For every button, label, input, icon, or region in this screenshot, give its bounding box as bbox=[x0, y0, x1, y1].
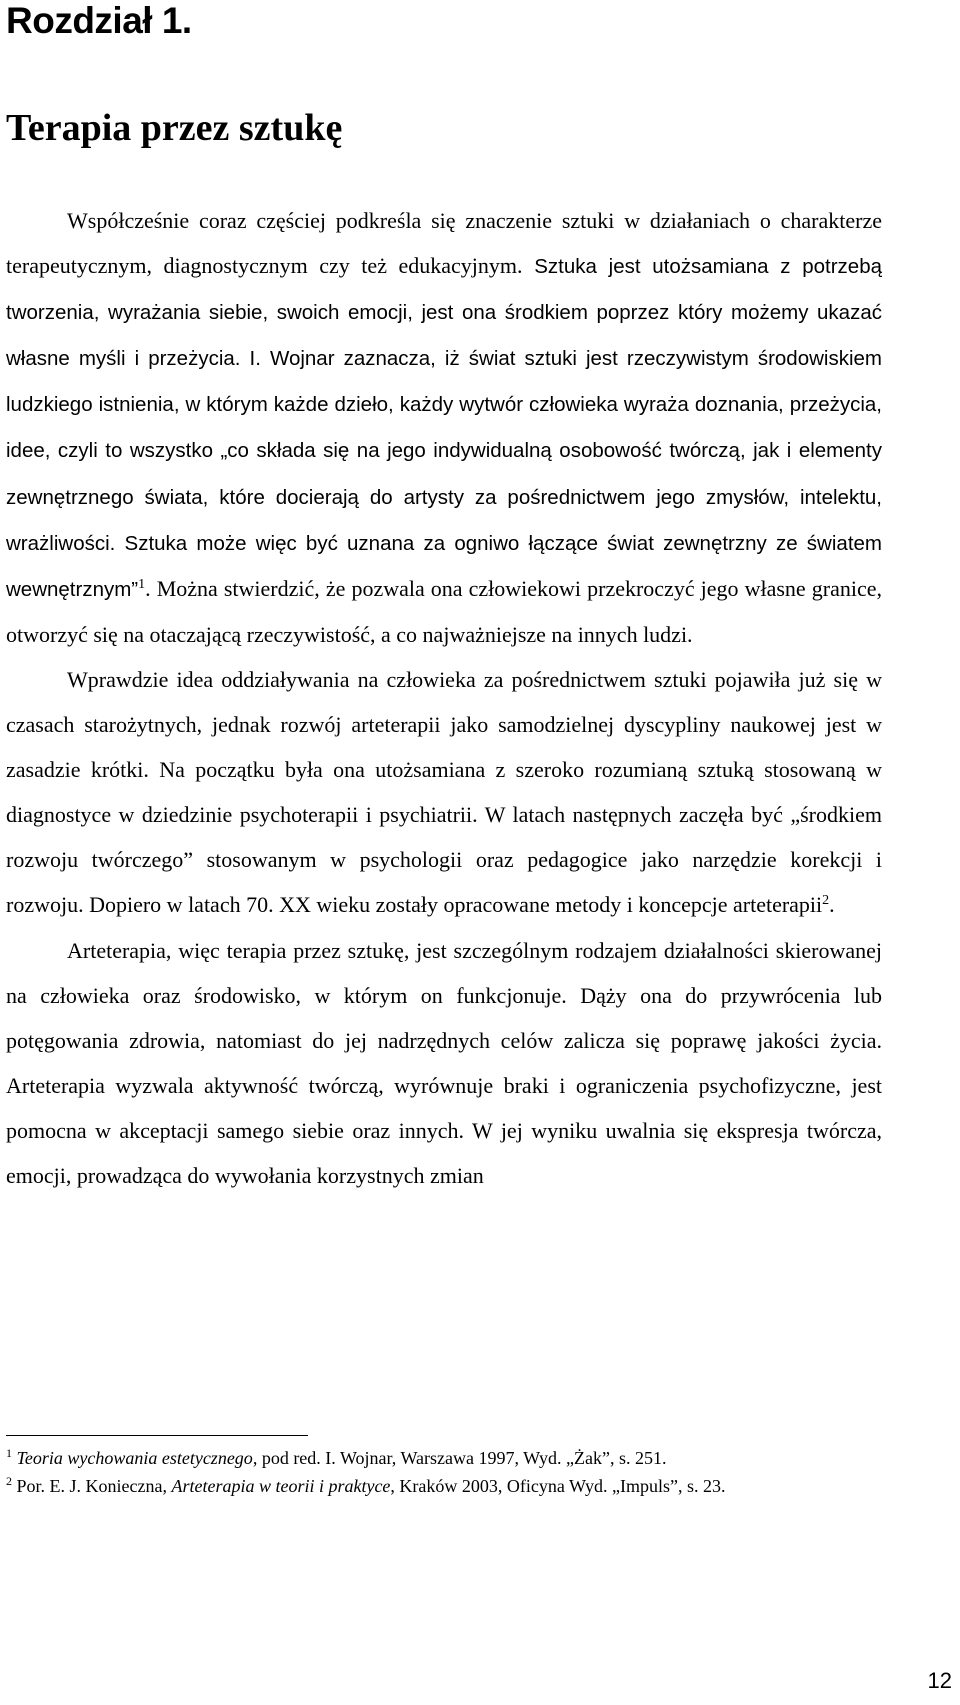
footnote-1-number: 1 bbox=[6, 1446, 12, 1460]
paragraph-2 bbox=[6, 657, 882, 928]
paragraph-1 bbox=[6, 198, 882, 657]
footnote-ref-1[interactable]: 1 bbox=[138, 576, 146, 592]
paragraph-2-ending: . bbox=[829, 892, 835, 918]
paragraph-3 bbox=[6, 928, 882, 1199]
chapter-label: Rozdział 1. bbox=[6, 0, 192, 41]
footnote-1-title: Teoria wychowania estetycznego bbox=[16, 1448, 253, 1468]
footnote-ref-2[interactable]: 2 bbox=[822, 893, 830, 909]
footnote-2-title: Arteterapia w teorii i praktyce bbox=[171, 1476, 391, 1496]
paragraph-1-sentence-1: Współcześnie coraz częściej podkreśla się znaczenie sztuki w działaniach o charakterze terapeutycznym, diagnostycznym czy też edukacyjnym. bbox=[6, 208, 882, 279]
footnote-2-number: 2 bbox=[6, 1474, 12, 1488]
footnote-divider bbox=[6, 1435, 308, 1436]
page-number: 12 bbox=[927, 1668, 952, 1693]
chapter-title: Terapia przez sztukę bbox=[6, 107, 343, 149]
paragraph-3-text: Arteterapia, więc terapia przez sztukę, jest szczególnym rodzajem działalności skierowanej na człowieka oraz środowisko, w którym on funkcjonuje. Dąży ona do przywrócenia lub potęgowania zdrowia, natomiast do jej nadrzędnych celów zalicza się poprawę jakości życia. Arteterapia wyzwala aktywność twórczą, wyrównuje braki i ograniczenia psychofizyczne, jest pomocna w akceptacji samego siebie oraz innych. W jej wyniku uwalnia się ekspresja twórcza, emocji, prowadząca do wywołania korzystnych zmian bbox=[6, 937, 882, 1188]
paragraph-1-ending: . Można stwierdzić, że pozwala ona człowiekowi przekroczyć jego własne granice, otworzyć się na otaczającą rzeczywistość, a co najważniejsze na innych ludzi. bbox=[6, 575, 882, 647]
paragraph-1-sans-text: Sztuka jest utożsamiana z potrzebą tworzenia, wyrażania siebie, swoich emocji, jest ona środkiem poprzez który możemy ukazać własne myśli i przeżycia. I. Wojnar zaznacza, iż świat sztuki jest rzeczywistym środowiskiem ludzkiego istnienia, w którym każde dzieło, każdy wytwór człowieka wyraża doznania, przeżycia, idee, czyli to wszystko „co składa się na jego indywidualną osobowość twórczą, jak i elementy zewnętrznego świata, które docierają do artysty za pośrednictwem jego zmysłów, intelektu, wrażliwości. Sztuka może więc być uznana za ogniwo łączące świat zewnętrzny ze światem wewnętrznym” bbox=[6, 255, 883, 601]
footnote-2-rest: , Kraków 2003, Oficyna Wyd. „Impuls”, s. 23. bbox=[390, 1476, 726, 1496]
footnote-1 bbox=[6, 1446, 882, 1470]
paragraph-2-text: Wprawdzie idea oddziaływania na człowieka za pośrednictwem sztuki pojawiła już się w czasach starożytnych, jednak rozwój arteterapii jako samodzielnej dyscypliny naukowej jest w zasadzie krótki. Na początku była ona utożsamiana z szeroko rozumianą sztuką stosowaną w diagnostyce w dziedzinie psychoterapii i psychiatrii. W latach następnych zaczęła być „środkiem rozwoju twórczego” stosowanym w psychologii oraz pedagogice jako narzędzie korekcji i rozwoju. Dopiero w latach 70. XX wieku zostały opracowane metody i koncepcje arteterapii bbox=[6, 666, 882, 918]
footnote-1-rest: , pod red. I. Wojnar, Warszawa 1997, Wyd. „Żak”, s. 251. bbox=[252, 1448, 667, 1468]
body-text bbox=[6, 198, 882, 1198]
footnote-2-lead: Por. E. J. Konieczna, bbox=[12, 1476, 172, 1496]
footnote-2 bbox=[6, 1474, 882, 1498]
footnotes bbox=[6, 1446, 882, 1502]
